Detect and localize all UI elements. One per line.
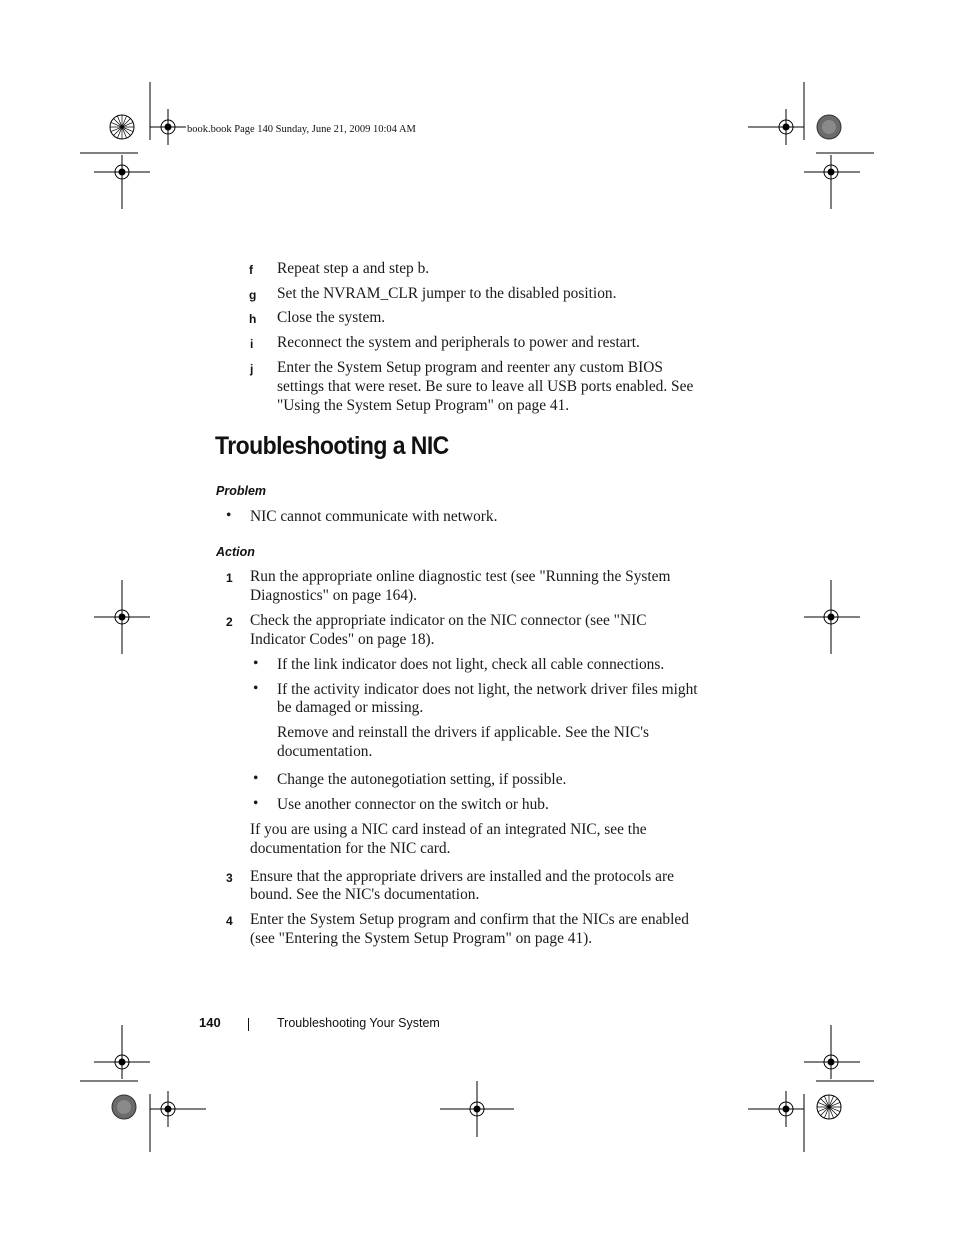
sub-bullet-text: Change the autonegotiation setting, if possible. — [277, 771, 567, 788]
bullet-icon: • — [253, 655, 259, 672]
step-text: Close the system. — [277, 309, 386, 326]
step-text: Set the NVRAM_CLR jumper to the disabled position. — [277, 285, 617, 302]
action-text: Ensure that the appropriate drivers are installed and the protocols are — [250, 868, 674, 885]
action-text: Enter the System Setup program and confirm that the NICs are enabled — [250, 911, 689, 928]
sub-bullet-text: If the activity indicator does not light, the network driver files might — [277, 681, 698, 698]
step-label: i — [250, 337, 254, 351]
page-number: 140 — [199, 1015, 221, 1030]
bullet-icon: • — [253, 795, 259, 812]
step-text: settings that were reset. Be sure to leave all USB ports enabled. See — [277, 378, 694, 395]
problem-bullet-text: NIC cannot communicate with network. — [250, 508, 498, 525]
footer-divider — [248, 1018, 249, 1031]
step-label: g — [249, 288, 257, 302]
sub-bullet-text: If the link indicator does not light, check all cable connections. — [277, 656, 665, 673]
action-text: (see "Entering the System Setup Program" on page 41). — [250, 930, 593, 947]
action-text: Diagnostics" on page 164). — [250, 587, 417, 604]
step2-note-text: If you are using a NIC card instead of an integrated NIC, see the — [250, 821, 647, 838]
step-text: Reconnect the system and peripherals to power and restart. — [277, 334, 640, 351]
action-text: Run the appropriate online diagnostic test (see "Running the System — [250, 568, 671, 585]
step-label: j — [250, 362, 254, 376]
action-number: 3 — [226, 871, 233, 885]
sub-bullet-text: be damaged or missing. — [277, 699, 424, 716]
sub-note-text: documentation. — [277, 743, 373, 760]
step-text: Repeat step a and step b. — [277, 260, 430, 277]
bullet-icon: • — [253, 770, 259, 787]
step-text: Enter the System Setup program and reenter any custom BIOS — [277, 359, 663, 376]
step-text: "Using the System Setup Program" on page 41. — [277, 397, 570, 414]
footer-chapter-title: Troubleshooting Your System — [277, 1016, 440, 1030]
action-text: bound. See the NIC's documentation. — [250, 886, 480, 903]
action-number: 4 — [226, 914, 233, 928]
section-title: Troubleshooting a NIC — [215, 432, 449, 460]
step-label: f — [249, 263, 253, 277]
action-text: Indicator Codes" on page 18). — [250, 631, 435, 648]
step-label: h — [249, 312, 257, 326]
action-number: 1 — [226, 571, 233, 585]
step2-note-text: documentation for the NIC card. — [250, 840, 451, 857]
bullet-icon: • — [253, 680, 259, 697]
sub-bullet-text: Use another connector on the switch or hub. — [277, 796, 549, 813]
action-heading: Action — [216, 545, 255, 559]
print-header-note: book.book Page 140 Sunday, June 21, 2009 10:04 AM — [187, 124, 416, 135]
action-number: 2 — [226, 615, 233, 629]
bullet-icon: • — [226, 507, 232, 524]
problem-heading: Problem — [216, 484, 267, 498]
sub-note-text: Remove and reinstall the drivers if applicable. See the NIC's — [277, 724, 650, 741]
action-text: Check the appropriate indicator on the NIC connector (see "NIC — [250, 612, 647, 629]
